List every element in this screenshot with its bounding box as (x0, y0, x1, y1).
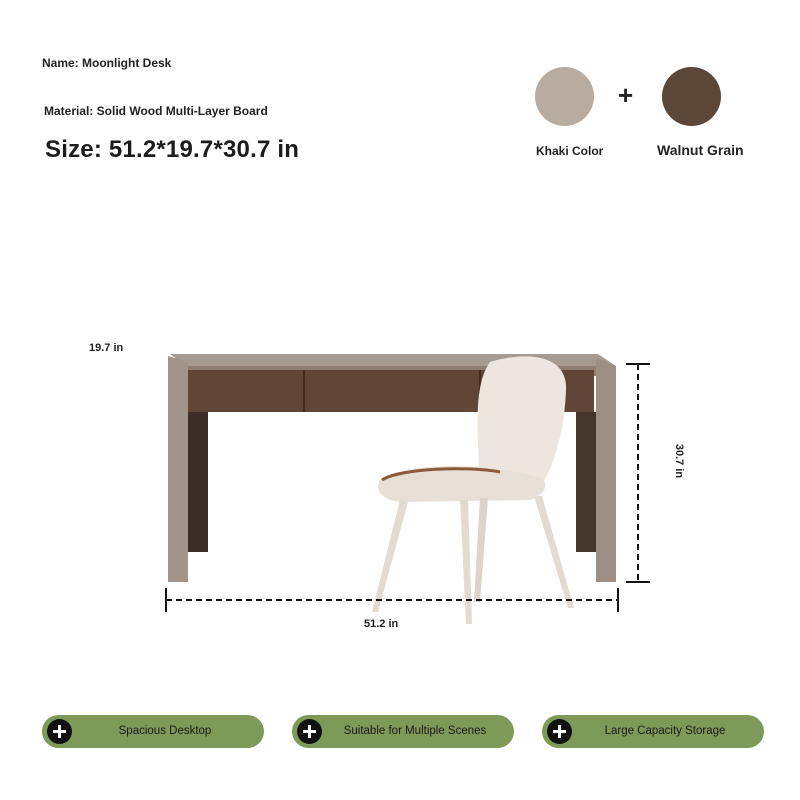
depth-dimension-label: 19.7 in (89, 342, 124, 354)
khaki-color-swatch[interactable] (535, 67, 594, 126)
khaki-color-label: Khaki Color (536, 144, 604, 158)
plus-circle-icon (47, 719, 72, 744)
desk-and-chair-illustration (150, 340, 660, 640)
feature-label: Large Capacity Storage (604, 725, 726, 737)
product-name: Name: Moonlight Desk (42, 56, 172, 70)
plus-icon: + (618, 80, 634, 110)
walnut-grain-label: Walnut Grain (657, 142, 744, 158)
product-size: Size: 51.2*19.7*30.7 in (45, 136, 300, 163)
feature-multiple-scenes[interactable] (292, 715, 514, 748)
feature-spacious-desktop[interactable] (42, 715, 264, 748)
product-material: Material: Solid Wood Multi-Layer Board (44, 104, 268, 118)
walnut-grain-swatch[interactable] (662, 67, 721, 126)
feature-label: Spacious Desktop (118, 725, 212, 737)
plus-circle-icon (297, 719, 322, 744)
width-dimension-label: 51.2 in (364, 618, 399, 630)
height-dimension-label: 30.7 in (673, 443, 686, 479)
feature-label: Suitable for Multiple Scenes (343, 725, 487, 737)
feature-large-storage[interactable] (542, 715, 764, 748)
plus-circle-icon (547, 719, 572, 744)
